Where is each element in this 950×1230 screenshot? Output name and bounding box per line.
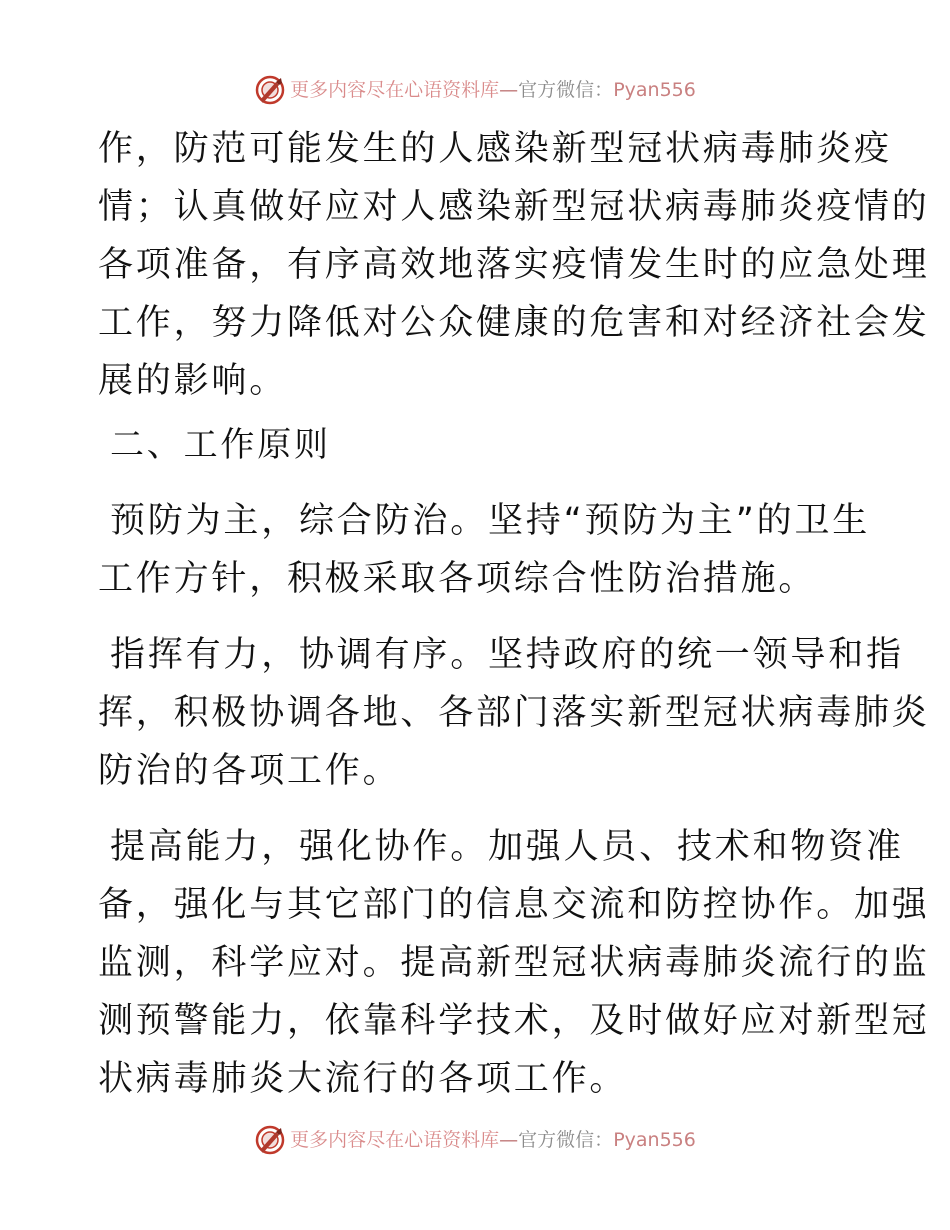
footer-watermark [0,1120,950,1160]
text-line: 各项准备，有序高效地落实疫情发生时的应急处理 [98,245,930,285]
pen-logo-icon [254,74,286,106]
text-line: 展的影响。 [98,361,288,401]
pen-logo-icon [254,1124,286,1156]
text-line: 监测，科学应对。提高新型冠状病毒肺炎流行的监 [98,943,930,983]
text-line: 备，强化与其它部门的信息交流和防控协作。加强 [98,885,930,925]
watermark-wechat-id: Pyan556 [613,78,696,101]
text-line: 测预警能力，依靠科学技术，及时做好应对新型冠 [98,1001,930,1041]
paragraph-command [98,626,930,800]
watermark-wechat-label: 官方微信： [518,1128,614,1151]
text-line: 工作，努力降低对公众健康的危害和对经济社会发 [98,303,930,343]
watermark-brand: 更多内容尽在心语资料库 [290,1128,500,1151]
paragraph-intro [98,120,930,410]
watermark-wechat-id: Pyan556 [613,1128,696,1151]
paragraph-capability [98,818,930,1108]
text-line: 提高能力，强化协作。加强人员、技术和物资准 [110,827,904,867]
watermark-dash: — [499,78,519,101]
text-line: 指挥有力，协调有序。坚持政府的统一领导和指 [110,635,904,675]
text-line: 情；认真做好应对人感染新型冠状病毒肺炎疫情的 [98,187,930,227]
header-watermark [0,70,950,110]
paragraph-prevention [98,492,871,608]
text-line: 预防为主，综合防治。坚持“预防为主”的卫生 [110,501,871,541]
watermark-wechat-label: 官方微信： [518,78,614,101]
text-line: 作，防范可能发生的人感染新型冠状病毒肺炎疫 [98,129,892,169]
watermark-dash: — [499,1128,519,1151]
text-line: 挥，积极协调各地、各部门落实新型冠状病毒肺炎 [98,693,930,733]
document-body [98,120,930,1108]
text-line: 防治的各项工作。 [98,751,401,791]
section-heading: 二、工作原则 [110,425,331,465]
text-line: 状病毒肺炎大流行的各项工作。 [98,1059,628,1099]
text-line: 工作方针，积极采取各项综合性防治措施。 [98,559,817,599]
watermark-brand: 更多内容尽在心语资料库 [290,78,500,101]
